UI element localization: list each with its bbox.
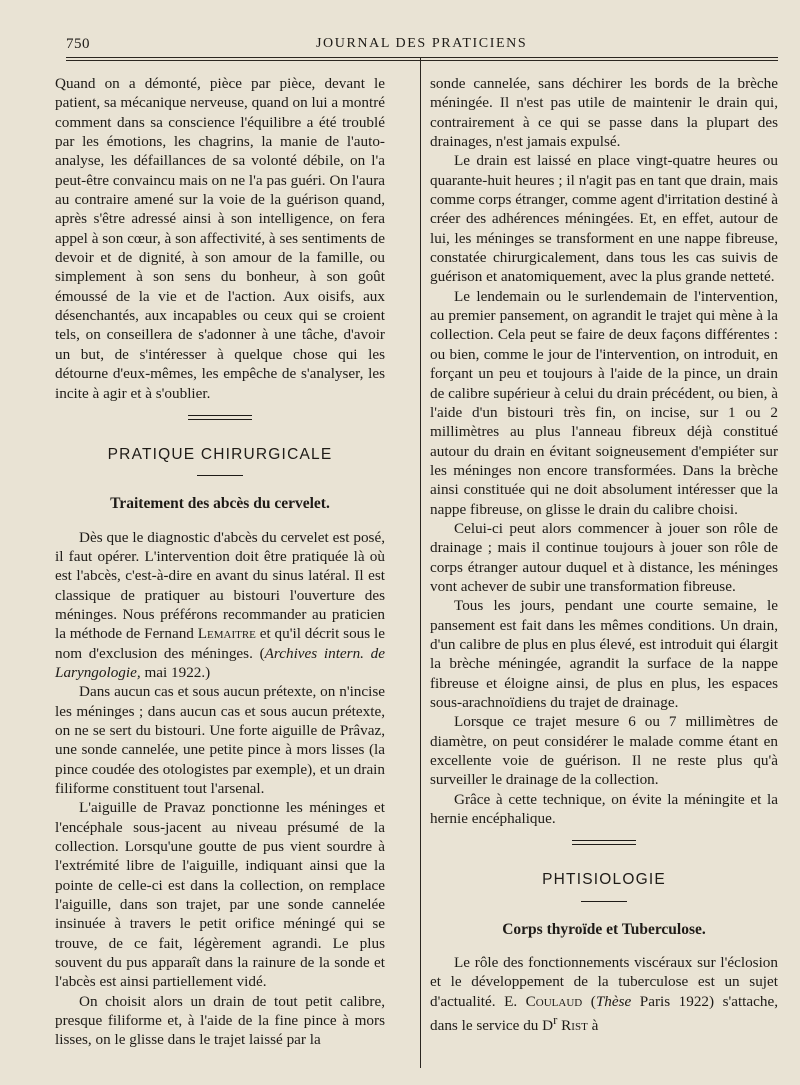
journal-title: JOURNAL DES PRATICIENS [316,36,528,51]
section-ornament [572,840,636,848]
article-title-thyroide: Corps thyroïde et Tuberculose. [502,920,706,938]
paragraph: Tous les jours, pendant une courte semaine, le pansement est fait dans les mêmes conditions. Un drain, d'un calibre de plus en plus élevé, est introduit qui élargit la brèche méningée, agrandit la surface de la nappe fibreuse et éloigne ainsi, de plus en plus, les espaces sous-arachnoïdiens du trajet de drainage. [430,597,778,711]
paragraph: Le lendemain ou le surlendemain de l'intervention, au premier pansement, on agrandit le trajet qui mène à la collection. Cela peut se faire de deux façons différentes : ou bien, comme le jour de l'intervention, on introduit, en forçant un peu et toujours à l'aide de la pince, un drain de calibre supérieur à celui du drain précédent, ou bien, à l'aide d'un bistouri très fin, on incise, sur 1 ou 2 millimètres au plus l'anneau fibreux déjà constitué autour du drain en évitant soigneusement d'empiéter sur les méninges non encore transformées. Dans la brèche ainsi constituée qui ne doit absolument intéresser que la nappe fibreuse, on glisse le drain du calibre choisi. [430,287,778,518]
article-title-cervelet: Traitement des abcès du cervelet. [110,495,330,513]
paragraph: Le rôle des fonctionnements viscéraux sur l'éclosion et le développement de la tuberculose est un sujet d'actualité. E. Coulaud (Thèse Paris 1922) s'attache, dans le service du $D^r$ Rist à [430,954,779,1035]
section-ornament [188,415,252,423]
section-heading-phtisiologie: PHTISIOLOGIE [542,871,666,889]
intro-paragraph: Quand on a démonté, pièce par pièce, devant le patient, sa mécanique nerveuse, quand on lui a montré comment dans sa conscience l'équilibre a été troublé par les émotions, les chagrins, la manie de l'auto-analyse, les défaillances de sa volonté débile, on l'a peut-être convaincu mais on ne l'a pas guéri. On l'aura au contraire amené sur la voie de la guérison quand, après s'être adressé ainsi à son intelligence, on fera appel à son cœur, à son affectivité, à ses sentiments de devoir et de dignité, à son amour de la famille, ou simplement à son sens du bonheur, à son goût émoussé de la vie et de l'action. Aux oisifs, aux désenchantés, aux incapables ou ceux qui se croient tels, on conseillera de s'adonner à une tâche, d'avoir un but, de s'intéresser à quelque chose qui les détourne d'eux-mêmes, les empêche de s'analyser, les incite à agir et à s'oublier. [55,75,385,402]
paragraph: Dès que le diagnostic d'abcès du cervelet est posé, il faut opérer. L'intervention doit être pratiquée là où est l'abcès, c'est-à-dire en avant du sinus latéral. Il est classique de pratiquer au bistouri l'ouverture des méninges. Nous préférons recommander au praticien la méthode de Fernand Lemaitre et qu'il décrit sous le nom d'exclusion des méninges. (Archives intern. de Laryngologie, mai 1922.) [55,528,385,681]
paragraph: Lorsque ce trajet mesure 6 ou 7 millimètres de diamètre, on peut considérer le malade comme étant en excellente voie de guérison. Il ne reste plus qu'à surveiller le drainage de la collection. [430,713,778,789]
left-column [55,74,385,1050]
page-number: 750 [66,36,90,52]
author-name: Lemaitre [197,625,256,643]
paragraph: On choisit alors un drain de tout petit calibre, presque filiforme et, à l'aide de la fine pince à mors lisses, on le glisse dans le trajet laissé par la [55,992,385,1049]
column-divider [420,58,421,1068]
doctor-name: Rist [557,1017,588,1035]
paragraph: Le drain est laissé en place vingt-quatre heures ou quarante-huit heures ; il n'agit pas en tant que drain, mais comme corps étranger, comme agent d'irritation destiné à créer des adhérences méningées. Et, en effet, autour de lui, les méninges se transforment en une nappe fibreuse, constatée chirurgicalement, dans tous les cas suivis de guérison et anatomiquement, avec la plus grande netteté. [430,152,778,286]
header-rule [66,57,778,58]
right-column [430,74,778,1036]
citation: Archives intern. de Laryngologie, [55,644,385,681]
header-rule-thin [66,60,778,61]
paragraph: Dans aucun cas et sous aucun prétexte, on n'incise les méninges ; dans aucun cas et sous aucun prétexte, on ne se sert du bistouri. Une forte aiguille de Prâvaz, une sonde cannelée, une petite pince à mors lisses (la pince coudée des otologistes par exemple), et un drain filiforme constituent tout l'arsenal. [55,683,385,797]
heading-rule [197,475,243,476]
author-name: Coulaud [525,992,583,1010]
paragraph: Celui-ci peut alors commencer à jouer son rôle de drainage ; mais il continue toujours à jouer son rôle de corps étranger autour duquel et à distance, les méninges vont achever de subir une transformation fibreuse. [430,519,778,595]
heading-rule [581,901,627,902]
paragraph: Grâce à cette technique, on évite la méningite et la hernie encéphalique. [430,790,778,828]
thesis-label: Thèse [595,992,632,1010]
paragraph: sonde cannelée, sans déchirer les bords de la brèche méningée. Il n'est pas utile de maintenir le drain qui, contrairement à ce qui se passe dans la plupart des drainages, n'est jamais expulsé. [430,75,778,151]
running-header [66,36,780,58]
section-heading-chirurgie: PRATIQUE CHIRURGICALE [107,445,333,463]
paragraph: L'aiguille de Pravaz ponctionne les méninges et l'encéphale sous-jacent au niveau présumé de la collection. Lorsqu'une goutte de pus vient sourdre à l'extrémité libre de l'aiguille, indiquant ainsi que la pointe de celle-ci est dans la collection, on remplace l'aiguille, dans son trajet, par une sonde cannelée insinuée à travers le petit orifice méningé qui se trouve, de ce fait, légèrement agrandi. Le plus souvent du pus apparaît dans la rainure de la sonde et l'abcès est ainsi partiellement vidé. [55,799,385,991]
